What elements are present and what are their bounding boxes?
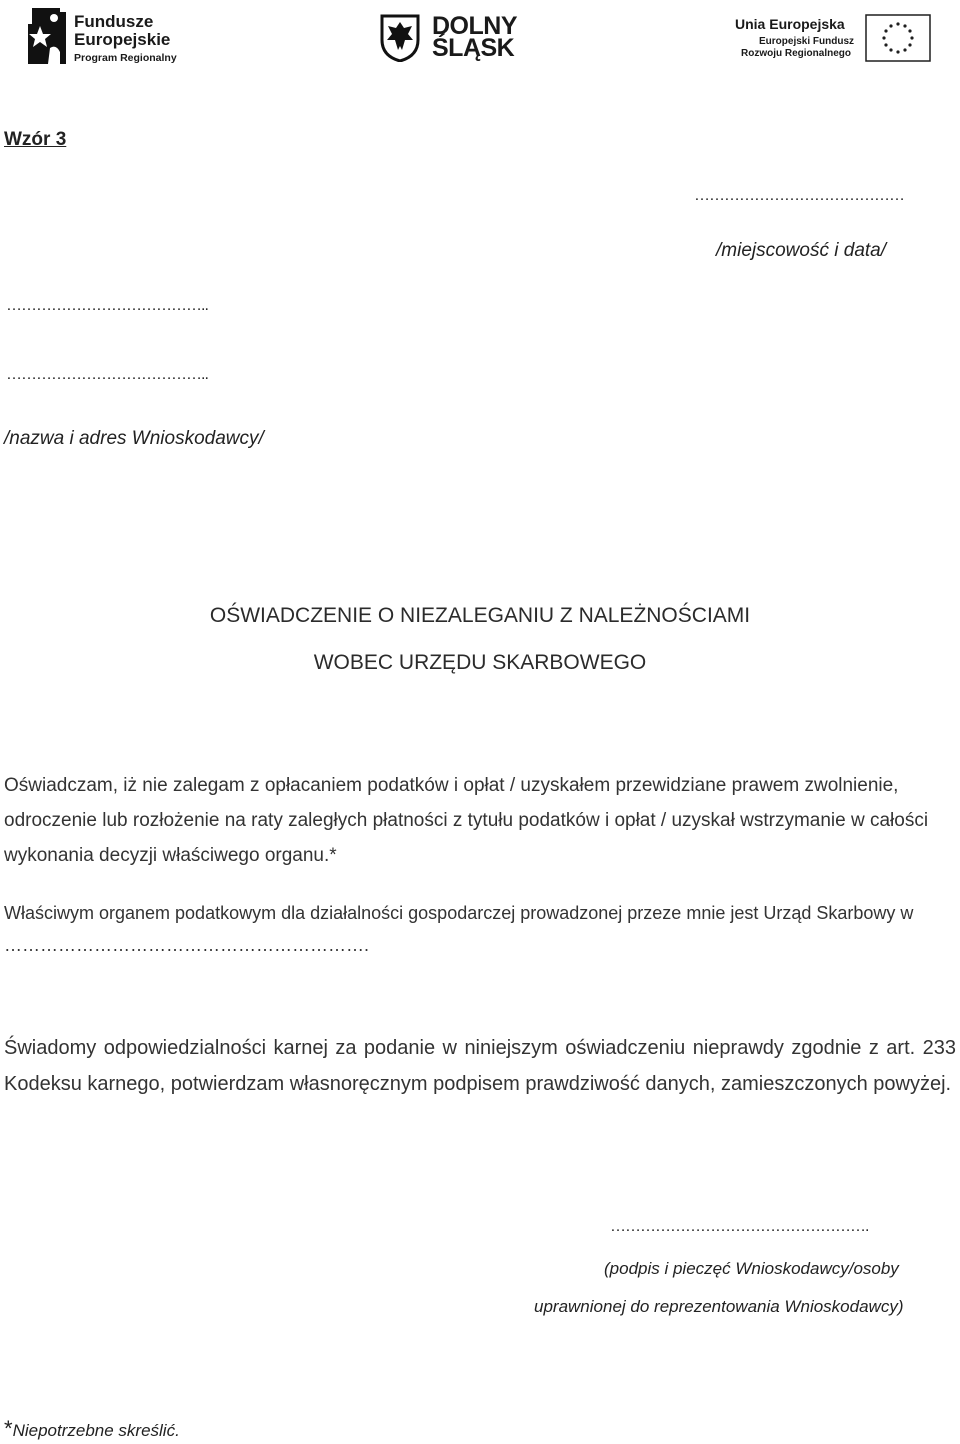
signature-label-line1: (podpis i pieczęć Wnioskodawcy/osoby	[604, 1259, 899, 1278]
applicant-dots-1: …………………………………..	[6, 297, 208, 314]
fe-line3: Program Regionalny	[74, 52, 177, 64]
document-title-line1: OŚWIADCZENIE O NIEZALEGANIU Z NALEŻNOŚCIAMI	[209, 604, 751, 627]
signature-label-line2: uprawnionej do reprezentowania Wnioskodawcy)	[534, 1297, 904, 1316]
statement-paragraph: Oświadczam, iż nie zalegam z opłacaniem podatków i opłat / uzyskałem przewidziane prawem zwolnienie, odroczenie lub rozłożenie na raty zaległych płatności z tytułu podatków i opłat / uzyskał wstrzymanie w całości wykonania decyzji właściwego organu.*	[4, 775, 929, 866]
footnote	[4, 1416, 180, 1442]
footnote-star: *	[4, 1416, 13, 1441]
ue-line2: Europejski Fundusz	[759, 36, 855, 47]
unia-europejska-logo	[735, 14, 935, 64]
dolny-slask-logo	[380, 12, 530, 62]
fe-star-figure-icon	[26, 4, 70, 66]
date-placeholder-dots: ……………………………………	[694, 187, 904, 204]
ue-line1: Unia Europejska	[735, 16, 845, 32]
ue-line3: Rozwoju Regionalnego	[741, 48, 851, 59]
fe-line2: Europejskie	[74, 30, 171, 49]
ds-line2: ŚLĄSK	[432, 34, 515, 62]
date-label: /miejscowość i data/	[716, 240, 887, 261]
eu-flag-icon	[865, 14, 931, 62]
signature-dots: …………………………………………….	[610, 1218, 869, 1235]
header-logos	[0, 0, 960, 80]
document-title-line2: WOBEC URZĘDU SKARBOWEGO	[313, 651, 647, 674]
footnote-text: Niepotrzebne skreślić.	[12, 1421, 180, 1440]
tax-office-paragraph: Właściwym organem podatkowym dla działalności gospodarczej prowadzonej przeze mnie jest Urząd Skarbowy w …………………………………………………….	[4, 903, 914, 955]
eagle-crest-icon	[380, 12, 420, 62]
template-number: Wzór 3	[4, 129, 67, 150]
fe-line1: Fundusze	[74, 12, 154, 31]
applicant-label: /nazwa i adres Wnioskodawcy/	[4, 428, 264, 449]
fundusze-europejskie-logo	[26, 4, 186, 68]
applicant-dots-2: …………………………………..	[6, 366, 208, 383]
liability-paragraph: Świadomy odpowiedzialności karnej za podanie w niniejszym oświadczeniu nieprawdy zgodnie z art. 233 Kodeksu karnego, potwierdzam własnoręcznym podpisem prawdziwość danych, zamieszczonych powyżej.	[4, 1037, 956, 1095]
ds-line1: DOLNY	[432, 12, 517, 40]
